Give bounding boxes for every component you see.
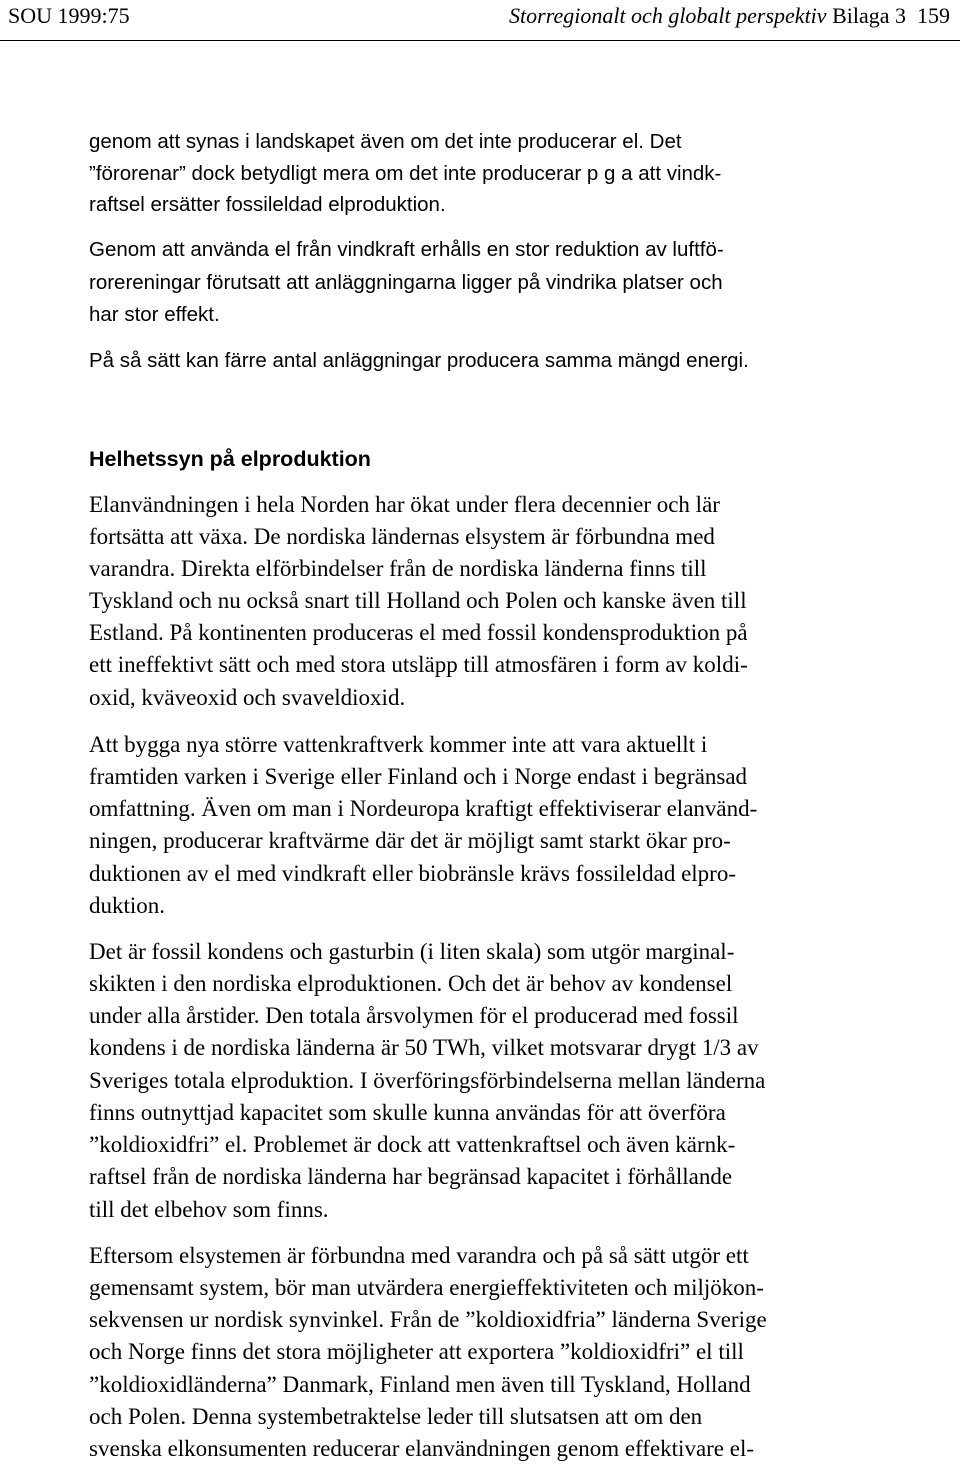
text-line: duktionen av el med vindkraft eller biobränsle krävs fossileldad elpro- bbox=[89, 861, 736, 886]
text-line: raftsel från de nordiska länderna har begränsad kapacitet i förhållande bbox=[89, 1164, 733, 1189]
text-line: finns outnyttjad kapacitet som skulle kunna användas för att överföra bbox=[89, 1100, 726, 1125]
section-heading: Helhetssyn på elproduktion bbox=[89, 447, 371, 471]
text-line: Estland. På kontinenten produceras el med fossil kondensproduktion på bbox=[89, 620, 748, 645]
text-line: rorereningar förutsatt att anläggningarna ligger på vindrika platser och bbox=[89, 271, 723, 294]
text-line: under alla årstider. Den totala årsvolymen för el producerad med fossil bbox=[89, 1003, 739, 1028]
text-line: och Norge finns det stora möjligheter att exportera ”koldioxidfri” el till bbox=[89, 1339, 744, 1364]
page-number: 159 bbox=[917, 3, 950, 28]
text-line: Att bygga nya större vattenkraftverk kommer inte att vara aktuellt i bbox=[89, 732, 708, 757]
text-line: till det elbehov som finns. bbox=[89, 1197, 329, 1222]
text-line: och Polen. Denna systembetraktelse leder till slutsatsen att om den bbox=[89, 1404, 703, 1429]
text-line: svenska elkonsumenten reducerar elanvändningen genom effektivare el- bbox=[89, 1436, 755, 1461]
document-id: SOU 1999:75 bbox=[8, 3, 130, 28]
text-line: skikten i den nordiska elproduktionen. Och det är behov av kondensel bbox=[89, 971, 733, 996]
text-line: sekvensen ur nordisk synvinkel. Från de ”koldioxidfria” länderna Sverige bbox=[89, 1307, 767, 1332]
text-line: ”förorenar” dock betydligt mera om det inte producerar p g a att vindk- bbox=[89, 162, 722, 185]
text-line: Det är fossil kondens och gasturbin (i liten skala) som utgör marginal- bbox=[89, 939, 735, 964]
text-line: oxid, kväveoxid och svaveldioxid. bbox=[89, 685, 406, 710]
text-line: Tyskland och nu också snart till Holland och Polen och kanske även till bbox=[89, 588, 747, 613]
text-line: kondens i de nordiska länderna är 50 TWh, vilket motsvarar drygt 1/3 av bbox=[89, 1035, 759, 1060]
text-line: gemensamt system, bör man utvärdera energieffektiviteten och miljökon- bbox=[89, 1275, 764, 1300]
text-line: ”koldioxidländerna” Danmark, Finland men även till Tyskland, Holland bbox=[89, 1372, 751, 1397]
text-line: ett ineffektivt sätt och med stora utsläpp till atmosfären i form av koldi- bbox=[89, 652, 748, 677]
text-line: genom att synas i landskapet även om det inte producerar el. Det bbox=[89, 130, 682, 153]
text-line: raftsel ersätter fossileldad elproduktion. bbox=[89, 193, 446, 216]
text-line: duktion. bbox=[89, 893, 166, 918]
text-line: Eftersom elsystemen är förbundna med varandra och på så sätt utgör ett bbox=[89, 1243, 749, 1268]
text-line: ”koldioxidfri” el. Problemet är dock att vattenkraftsel och även kärnk- bbox=[89, 1132, 736, 1157]
text-line: fortsätta att växa. De nordiska ländernas elsystem är förbundna med bbox=[89, 524, 715, 549]
running-title bbox=[509, 3, 950, 29]
text-line: ningen, producerar kraftvärme där det är möjligt samt starkt ökar pro- bbox=[89, 828, 731, 853]
text-line: varandra. Direkta elförbindelser från de nordiska länderna finns till bbox=[89, 556, 707, 581]
text-line: Elanvändningen i hela Norden har ökat under flera decennier och lär bbox=[89, 492, 720, 517]
appendix-label: Bilaga 3 bbox=[832, 3, 906, 28]
text-line: framtiden varken i Sverige eller Finland och i Norge endast i begränsad bbox=[89, 764, 748, 789]
text-line: På så sätt kan färre antal anläggningar producera samma mängd energi. bbox=[89, 349, 749, 372]
section-title: Storregionalt och globalt perspektiv bbox=[509, 3, 827, 28]
text-line: Sveriges totala elproduktion. I överföringsförbindelserna mellan länderna bbox=[89, 1068, 766, 1093]
text-line: omfattning. Även om man i Nordeuropa kraftigt effektiviserar elanvänd- bbox=[89, 796, 758, 821]
text-line: Genom att använda el från vindkraft erhålls en stor reduktion av luftfö- bbox=[89, 238, 724, 261]
text-line: har stor effekt. bbox=[89, 303, 220, 326]
page-header bbox=[0, 0, 960, 41]
